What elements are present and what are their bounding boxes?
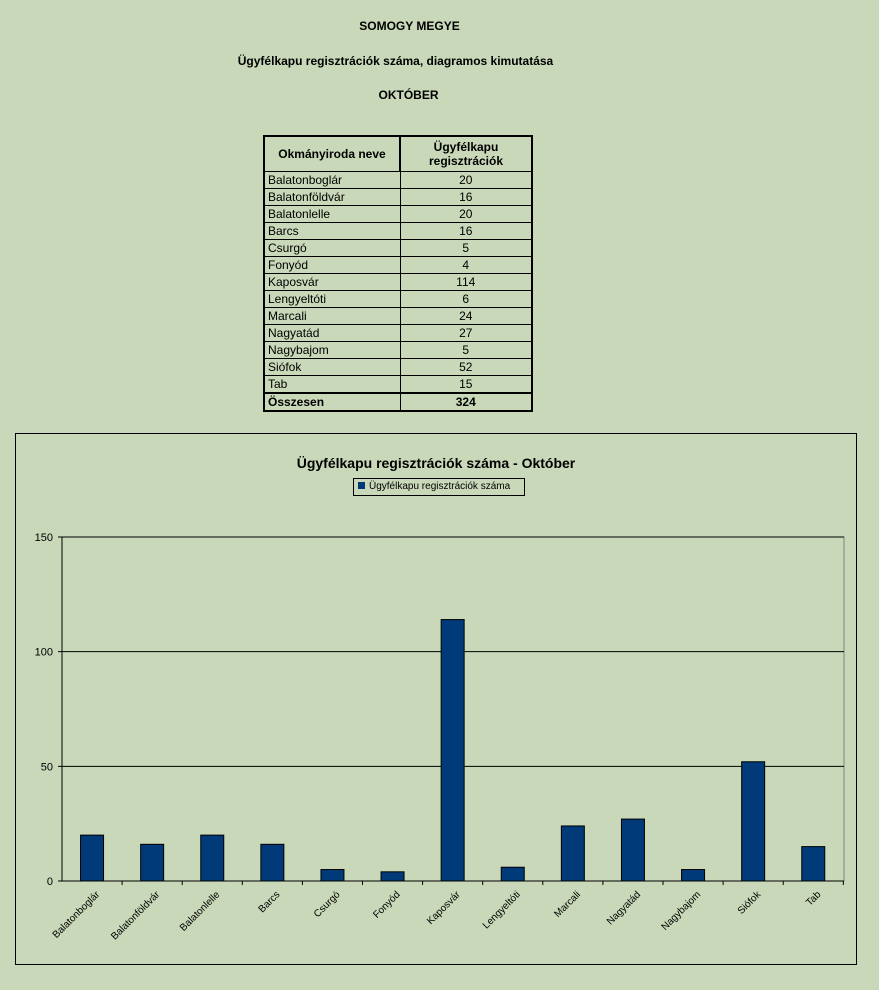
table-header-registrations-text: Ügyfélkapu regisztrációk <box>428 140 504 168</box>
table-row <box>264 189 532 206</box>
x-tick-label: Csurgó <box>311 889 343 920</box>
office-name-cell: Csurgó <box>264 240 400 257</box>
table-row <box>264 376 532 394</box>
total-label-cell: Összesen <box>264 393 400 411</box>
registration-count-cell: 5 <box>400 240 532 257</box>
y-tick-label: 50 <box>40 761 53 774</box>
office-name-cell: Nagybajom <box>264 342 400 359</box>
table-total-row <box>264 393 532 411</box>
bar <box>261 844 284 881</box>
x-tick-label: Tab <box>804 889 824 909</box>
bar <box>141 844 164 881</box>
x-tick-label: Balatonföldvár <box>109 889 163 943</box>
county-heading: SOMOGY MEGYE <box>359 19 460 33</box>
bar <box>201 835 224 881</box>
bar <box>621 819 644 881</box>
x-tick-label: Nagybajom <box>659 889 704 933</box>
x-tick-label: Barcs <box>256 889 283 916</box>
bar <box>802 847 825 881</box>
table-row <box>264 359 532 376</box>
table-header-office: Okmányiroda neve <box>264 136 400 172</box>
office-name-cell: Fonyód <box>264 257 400 274</box>
bar-chart <box>16 434 856 964</box>
bar <box>321 870 344 881</box>
bar <box>682 870 705 881</box>
office-name-cell: Nagyatád <box>264 325 400 342</box>
registration-count-cell: 27 <box>400 325 532 342</box>
chart-title: Ügyfélkapu regisztrációk száma - Október <box>296 455 576 471</box>
registration-count-cell: 20 <box>400 172 532 189</box>
office-name-cell: Kaposvár <box>264 274 400 291</box>
office-name-cell: Balatonboglár <box>264 172 400 189</box>
registration-count-cell: 24 <box>400 308 532 325</box>
legend-swatch <box>358 482 365 489</box>
office-name-cell: Balatonlelle <box>264 206 400 223</box>
office-name-cell: Tab <box>264 376 400 394</box>
registration-count-cell: 4 <box>400 257 532 274</box>
y-tick-label: 150 <box>34 532 53 544</box>
bar <box>501 867 524 881</box>
y-tick-label: 0 <box>46 876 53 888</box>
x-tick-label: Lengyeltóti <box>480 889 523 932</box>
registration-count-cell: 6 <box>400 291 532 308</box>
table-row <box>264 325 532 342</box>
office-name-cell: Marcali <box>264 308 400 325</box>
registration-count-cell: 15 <box>400 376 532 394</box>
registration-count-cell: 16 <box>400 189 532 206</box>
office-name-cell: Siófok <box>264 359 400 376</box>
table-row <box>264 308 532 325</box>
chart-legend <box>353 478 525 496</box>
registration-count-cell: 114 <box>400 274 532 291</box>
table-body <box>264 172 532 412</box>
table-row <box>264 172 532 189</box>
table-row <box>264 240 532 257</box>
registration-count-cell: 16 <box>400 223 532 240</box>
office-name-cell: Lengyeltóti <box>264 291 400 308</box>
office-name-cell: Barcs <box>264 223 400 240</box>
bar <box>742 762 765 881</box>
table-row <box>264 257 532 274</box>
office-name-cell: Balatonföldvár <box>264 189 400 206</box>
table-row <box>264 342 532 359</box>
bar <box>381 872 404 881</box>
table-row <box>264 206 532 223</box>
month-heading: OKTÓBER <box>378 88 439 102</box>
x-tick-label: Balatonlelle <box>178 889 223 934</box>
table-header-registrations <box>400 136 532 172</box>
total-value-cell: 324 <box>400 393 532 411</box>
x-tick-label: Marcali <box>552 889 583 920</box>
bar <box>441 620 464 881</box>
registration-table <box>263 135 533 412</box>
y-tick-label: 100 <box>34 646 53 659</box>
report-subtitle: Ügyfélkapu regisztrációk száma, diagramos kimutatása <box>237 54 554 68</box>
registration-count-cell: 20 <box>400 206 532 223</box>
bar <box>561 826 584 881</box>
x-tick-label: Fonyód <box>371 889 403 921</box>
table-row <box>264 274 532 291</box>
x-tick-label: Balatonboglár <box>50 889 103 941</box>
table-row <box>264 291 532 308</box>
registration-count-cell: 5 <box>400 342 532 359</box>
legend-label: Ügyfélkapu regisztrációk száma <box>369 481 511 492</box>
bar <box>81 835 104 881</box>
x-tick-label: Kaposvár <box>425 889 463 927</box>
x-tick-label: Siófok <box>735 889 764 917</box>
table-row <box>264 223 532 240</box>
chart-area <box>15 433 857 965</box>
registration-count-cell: 52 <box>400 359 532 376</box>
x-tick-label: Nagyatád <box>605 889 644 928</box>
